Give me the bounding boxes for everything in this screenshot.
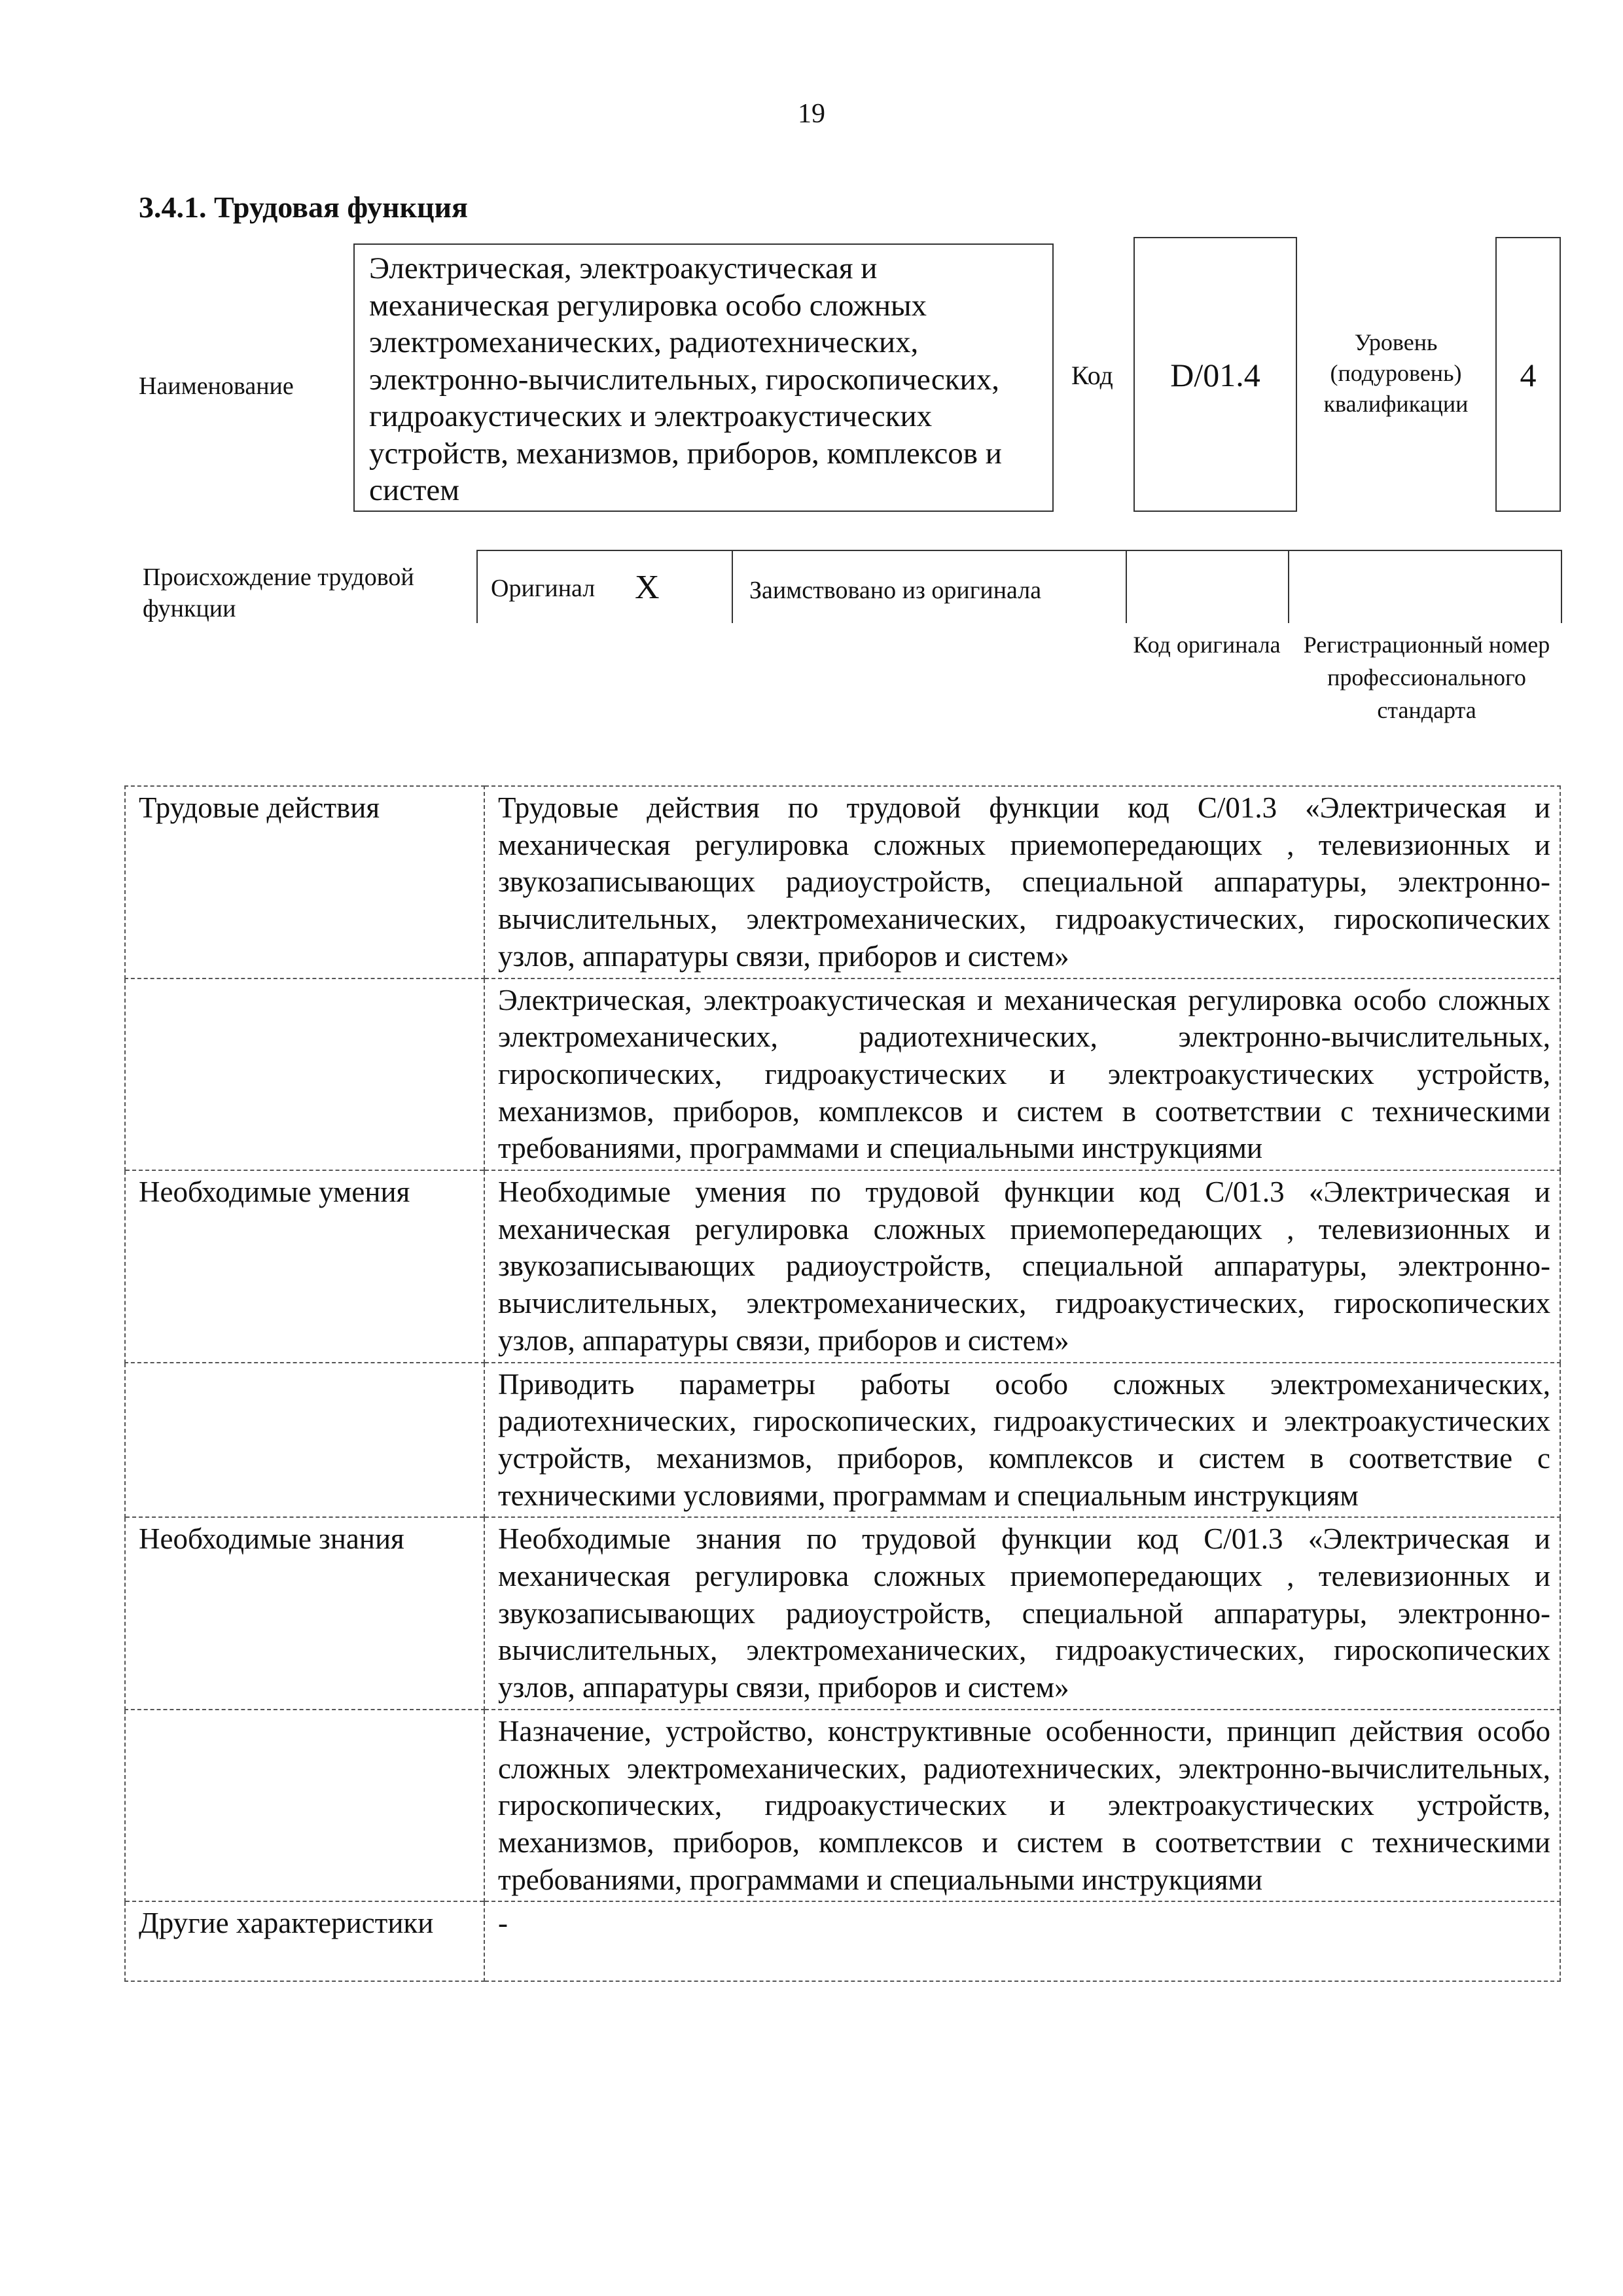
function-details-table [124,785,1561,1982]
row-text: Назначение, устройство, конструктивные особенности, принцип действия особо сложных электромеханических, радиотехнических, электронно-вычислительных, гироскопических, гидроакустических и электроакустических устройств, механизмов, приборов, комплексов и систем в соответствии с техническими требованиями, программами и специальными инструкциями [484,1710,1560,1902]
code-original-caption: Код оригинала [1133,632,1281,658]
row-label: Другие характеристики [125,1901,484,1981]
code-value: D/01.4 [1170,357,1260,393]
origin-divider [476,550,478,623]
row-label [125,1363,484,1518]
row-label [125,1710,484,1902]
table-row [125,1517,1560,1710]
row-text: Необходимые умения по трудовой функции код С/01.3 «Электрическая и механическая регулировка сложных приемопередающих , телевизионных и звукозаписывающих радиоустройств, специальной аппаратуры, электронно-вычислительных, электромеханических, гидроакустических, гироскопических узлов, аппаратуры связи, приборов и систем» [484,1170,1560,1363]
row-text: Приводить параметры работы особо сложных электромеханических, радиотехнических, гироскопических, гидроакустических и электроакустических устройств, механизмов, приборов, комплексов и систем в соответствие с техническими условиями, программам и специальным инструкциям [484,1363,1560,1518]
table-row [125,1170,1560,1363]
row-text: Электрическая, электроакустическая и механическая регулировка особо сложных электромеханических, радиотехнических, электронно-вычислительных, гироскопических, гидроакустических и электроакустических устройств, механизмов, приборов, комплексов и систем в соответствии с техническими требованиями, программами и специальными инструкциями [484,978,1560,1171]
row-label: Трудовые действия [125,786,484,978]
row-label: Необходимые знания [125,1517,484,1710]
row-label [125,978,484,1171]
table-row [125,978,1560,1171]
origin-borrowed-label: Заимствовано из оригинала [749,577,1042,604]
table-row [125,786,1560,978]
row-text: Необходимые знания по трудовой функции код С/01.3 «Электрическая и механическая регулировка сложных приемопередающих , телевизионных и звукозаписывающих радиоустройств, специальной аппаратуры, электронно-вычислительных, электромеханических, гидроакустических, гироскопических узлов, аппаратуры связи, приборов и систем» [484,1517,1560,1710]
row-text: Трудовые действия по трудовой функции код С/01.3 «Электрическая и механическая регулировка сложных приемопередающих , телевизионных и звукозаписывающих радиоустройств, специальной аппаратуры, электронно-вычислительных, электромеханических, гидроакустических, гироскопических узлов, аппаратуры связи, приборов и систем» [484,786,1560,978]
origin-divider [1561,550,1562,623]
origin-divider [732,550,733,623]
table-row [125,1710,1560,1902]
level-box [1495,237,1561,512]
origin-original-mark: X [635,569,660,606]
level-label: Уровень (подуровень) квалификации [1323,329,1469,417]
table-row [125,1363,1560,1518]
code-box [1133,237,1297,512]
section-title: 3.4.1. Трудовая функция [139,190,468,224]
table-row [125,1901,1560,1981]
name-label: Наименование [139,372,294,400]
reg-number-caption: Регистрационный номер профессионального стандарта [1303,632,1550,723]
page-number: 19 [798,99,825,129]
code-label: Код [1071,361,1113,390]
row-label: Необходимые умения [125,1170,484,1363]
origin-divider [1288,550,1289,623]
row-text: - [484,1901,1560,1981]
origin-original-label: Оригинал [491,575,596,602]
function-name-text: Электрическая, электроакустическая и механическая регулировка особо сложных электромеханических, радиотехнических, электронно-вычислительных, гироскопических, гидроакустических и электроакустических устройств, механизмов, приборов, комплексов и систем [369,251,1002,507]
origin-label: Происхождение трудовой функции [143,564,414,622]
function-name-box [353,243,1054,512]
level-value: 4 [1520,357,1537,393]
origin-divider [1126,550,1127,623]
